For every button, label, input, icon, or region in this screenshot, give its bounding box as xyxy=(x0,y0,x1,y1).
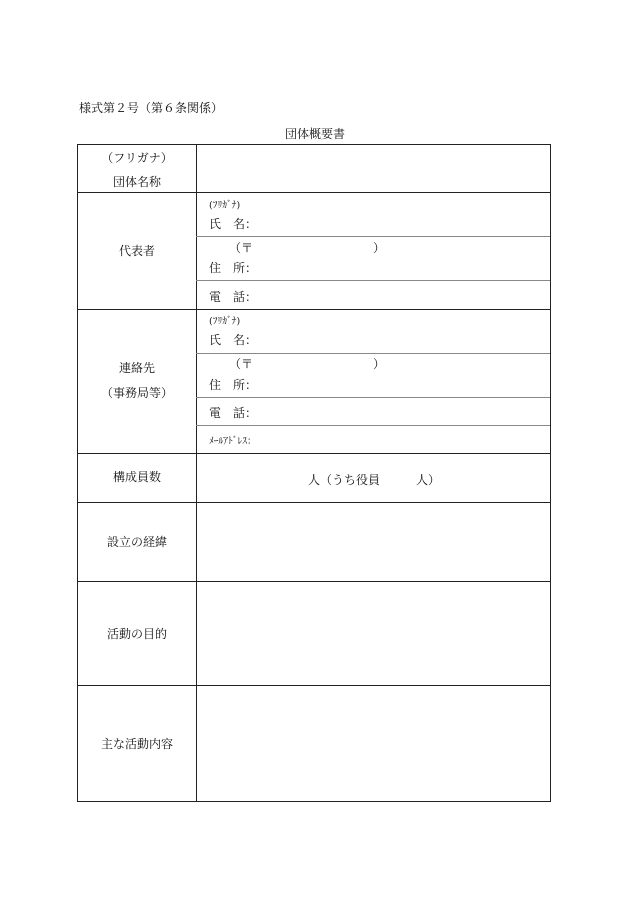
overview-form-table xyxy=(77,144,551,802)
sub-row-divider xyxy=(196,425,550,426)
sub-row-divider xyxy=(196,236,550,237)
sub-row-divider xyxy=(196,397,550,398)
contact-furigana: (ﾌﾘｶﾞﾅ) xyxy=(209,316,241,327)
contact-phone-field[interactable]: 電 話： xyxy=(209,406,258,420)
row-divider xyxy=(78,502,550,503)
representative-phone-field[interactable]: 電 話： xyxy=(209,290,258,304)
representative-postal-field[interactable]: （〒 ） xyxy=(229,241,386,255)
history-label: 設立の経緯 xyxy=(106,535,167,549)
contact-label: 連絡先 xyxy=(118,361,155,375)
contact-email-field[interactable]: ﾒｰﾙｱﾄﾞﾚｽ： xyxy=(209,436,257,447)
representative-address-field[interactable]: 住 所： xyxy=(209,261,258,275)
row-divider xyxy=(78,581,550,582)
purpose-label: 活動の目的 xyxy=(106,627,167,641)
representative-furigana: (ﾌﾘｶﾞﾅ) xyxy=(209,200,241,211)
members-count-field[interactable]: 人（うち役員 人） xyxy=(307,473,440,487)
form-number: 様式第２号（第６条関係） xyxy=(79,101,224,115)
sub-row-divider xyxy=(196,353,550,354)
contact-sublabel: （事務局等） xyxy=(100,386,173,400)
members-label: 構成員数 xyxy=(112,470,161,484)
row-divider xyxy=(78,453,550,454)
contact-address-field[interactable]: 住 所： xyxy=(209,378,258,392)
org-name-label: 団体名称 xyxy=(112,175,161,189)
representative-label: 代表者 xyxy=(118,244,155,258)
row-divider xyxy=(78,309,550,310)
row-divider xyxy=(78,192,550,193)
contact-name-field[interactable]: 氏 名： xyxy=(209,333,258,347)
activities-label: 主な活動内容 xyxy=(100,737,173,751)
document-title: 団体概要書 xyxy=(284,127,345,141)
contact-postal-field[interactable]: （〒 ） xyxy=(229,357,386,371)
sub-row-divider xyxy=(196,280,550,281)
furigana-label: （フリガナ） xyxy=(101,151,173,165)
row-divider xyxy=(78,685,550,686)
representative-name-field[interactable]: 氏 名： xyxy=(209,217,258,231)
